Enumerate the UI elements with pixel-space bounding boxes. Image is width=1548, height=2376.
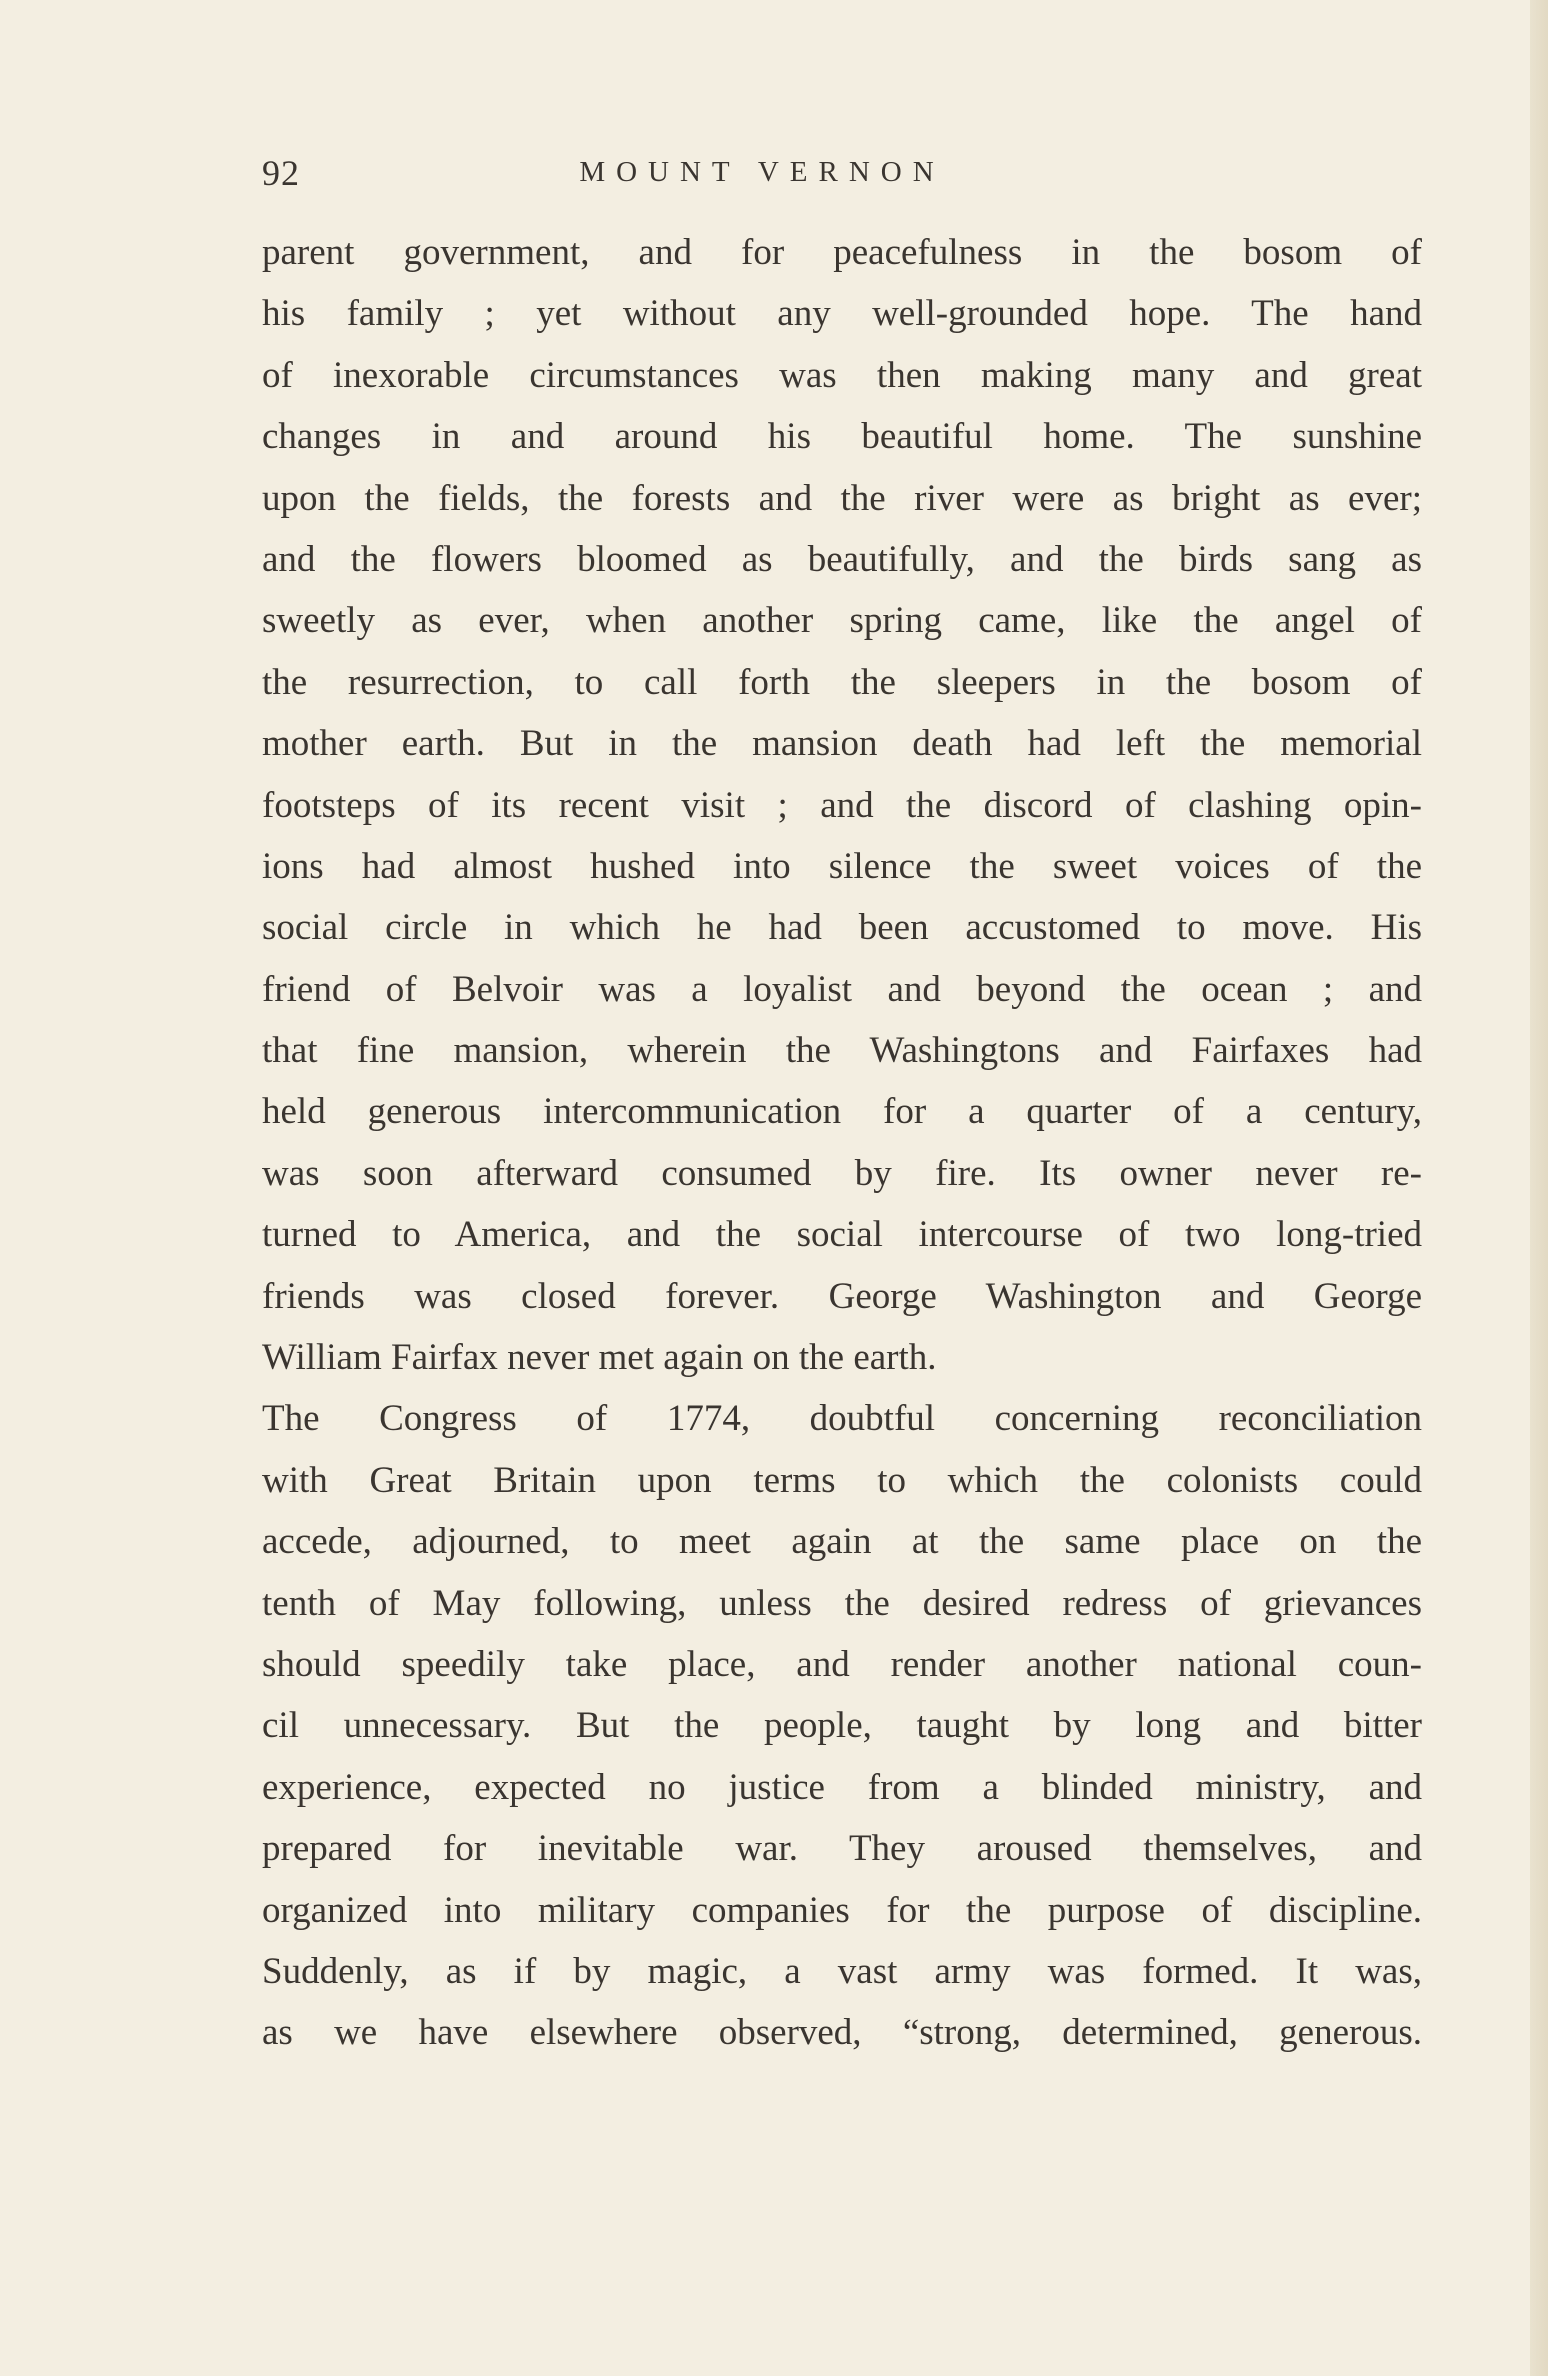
text-line: ions had almost hushed into silence the sweet voices of the	[262, 845, 1422, 887]
text-line: accede, adjourned, to meet again at the same place on the	[262, 1521, 1422, 1563]
text-line: should speedily take place, and render another national coun-	[262, 1643, 1422, 1685]
text-line: social circle in which he had been accustomed to move. His	[262, 907, 1422, 949]
text-line: tenth of May following, unless the desired redress of grievances	[262, 1582, 1422, 1624]
body-text	[262, 222, 1422, 2064]
text-line: of inexorable circumstances was then making many and great	[262, 354, 1422, 396]
text-line: with Great Britain upon terms to which the colonists could	[262, 1459, 1422, 1501]
text-line: and the flowers bloomed as beautifully, and the birds sang as	[262, 538, 1422, 580]
text-line: cil unnecessary. But the people, taught by long and bitter	[262, 1705, 1422, 1747]
text-line: changes in and around his beautiful home. The sunshine	[262, 416, 1422, 458]
text-line: that fine mansion, wherein the Washingtons and Fairfaxes had	[262, 1030, 1422, 1072]
text-line: experience, expected no justice from a blinded ministry, and	[262, 1766, 1422, 1808]
text-line: his family ; yet without any well-grounded hope. The hand	[262, 293, 1422, 335]
text-line: held generous intercommunication for a quarter of a century,	[262, 1091, 1422, 1133]
running-head: MOUNT VERNON	[579, 156, 945, 188]
text-line: the resurrection, to call forth the sleepers in the bosom of	[262, 661, 1422, 703]
page-edge	[1530, 0, 1548, 2376]
paragraph-end-line: William Fairfax never met again on the earth.	[262, 1337, 937, 1379]
text-line: as we have elsewhere observed, “strong, determined, generous.	[262, 2012, 1422, 2054]
text-line: Suddenly, as if by magic, a vast army was formed. It was,	[262, 1950, 1422, 1992]
text-line: upon the fields, the forests and the river were as bright as ever;	[262, 477, 1422, 519]
text-line: organized into military companies for the purpose of discipline.	[262, 1889, 1422, 1931]
text-line: was soon afterward consumed by fire. Its owner never re-	[262, 1152, 1422, 1194]
text-line: The Congress of 1774, doubtful concerning reconciliation	[262, 1398, 1422, 1440]
text-line: mother earth. But in the mansion death had left the memorial	[262, 723, 1422, 765]
text-line: footsteps of its recent visit ; and the discord of clashing opin-	[262, 784, 1422, 826]
text-line: prepared for inevitable war. They aroused themselves, and	[262, 1828, 1422, 1870]
text-line: friend of Belvoir was a loyalist and beyond the ocean ; and	[262, 968, 1422, 1010]
page-number: 92	[262, 153, 300, 193]
text-line: friends was closed forever. George Washington and George	[262, 1275, 1422, 1317]
page-header	[262, 152, 1402, 202]
text-line: parent government, and for peacefulness in the bosom of	[262, 232, 1422, 273]
text-line: sweetly as ever, when another spring came, like the angel of	[262, 600, 1422, 642]
text-line: turned to America, and the social intercourse of two long-tried	[262, 1214, 1422, 1256]
